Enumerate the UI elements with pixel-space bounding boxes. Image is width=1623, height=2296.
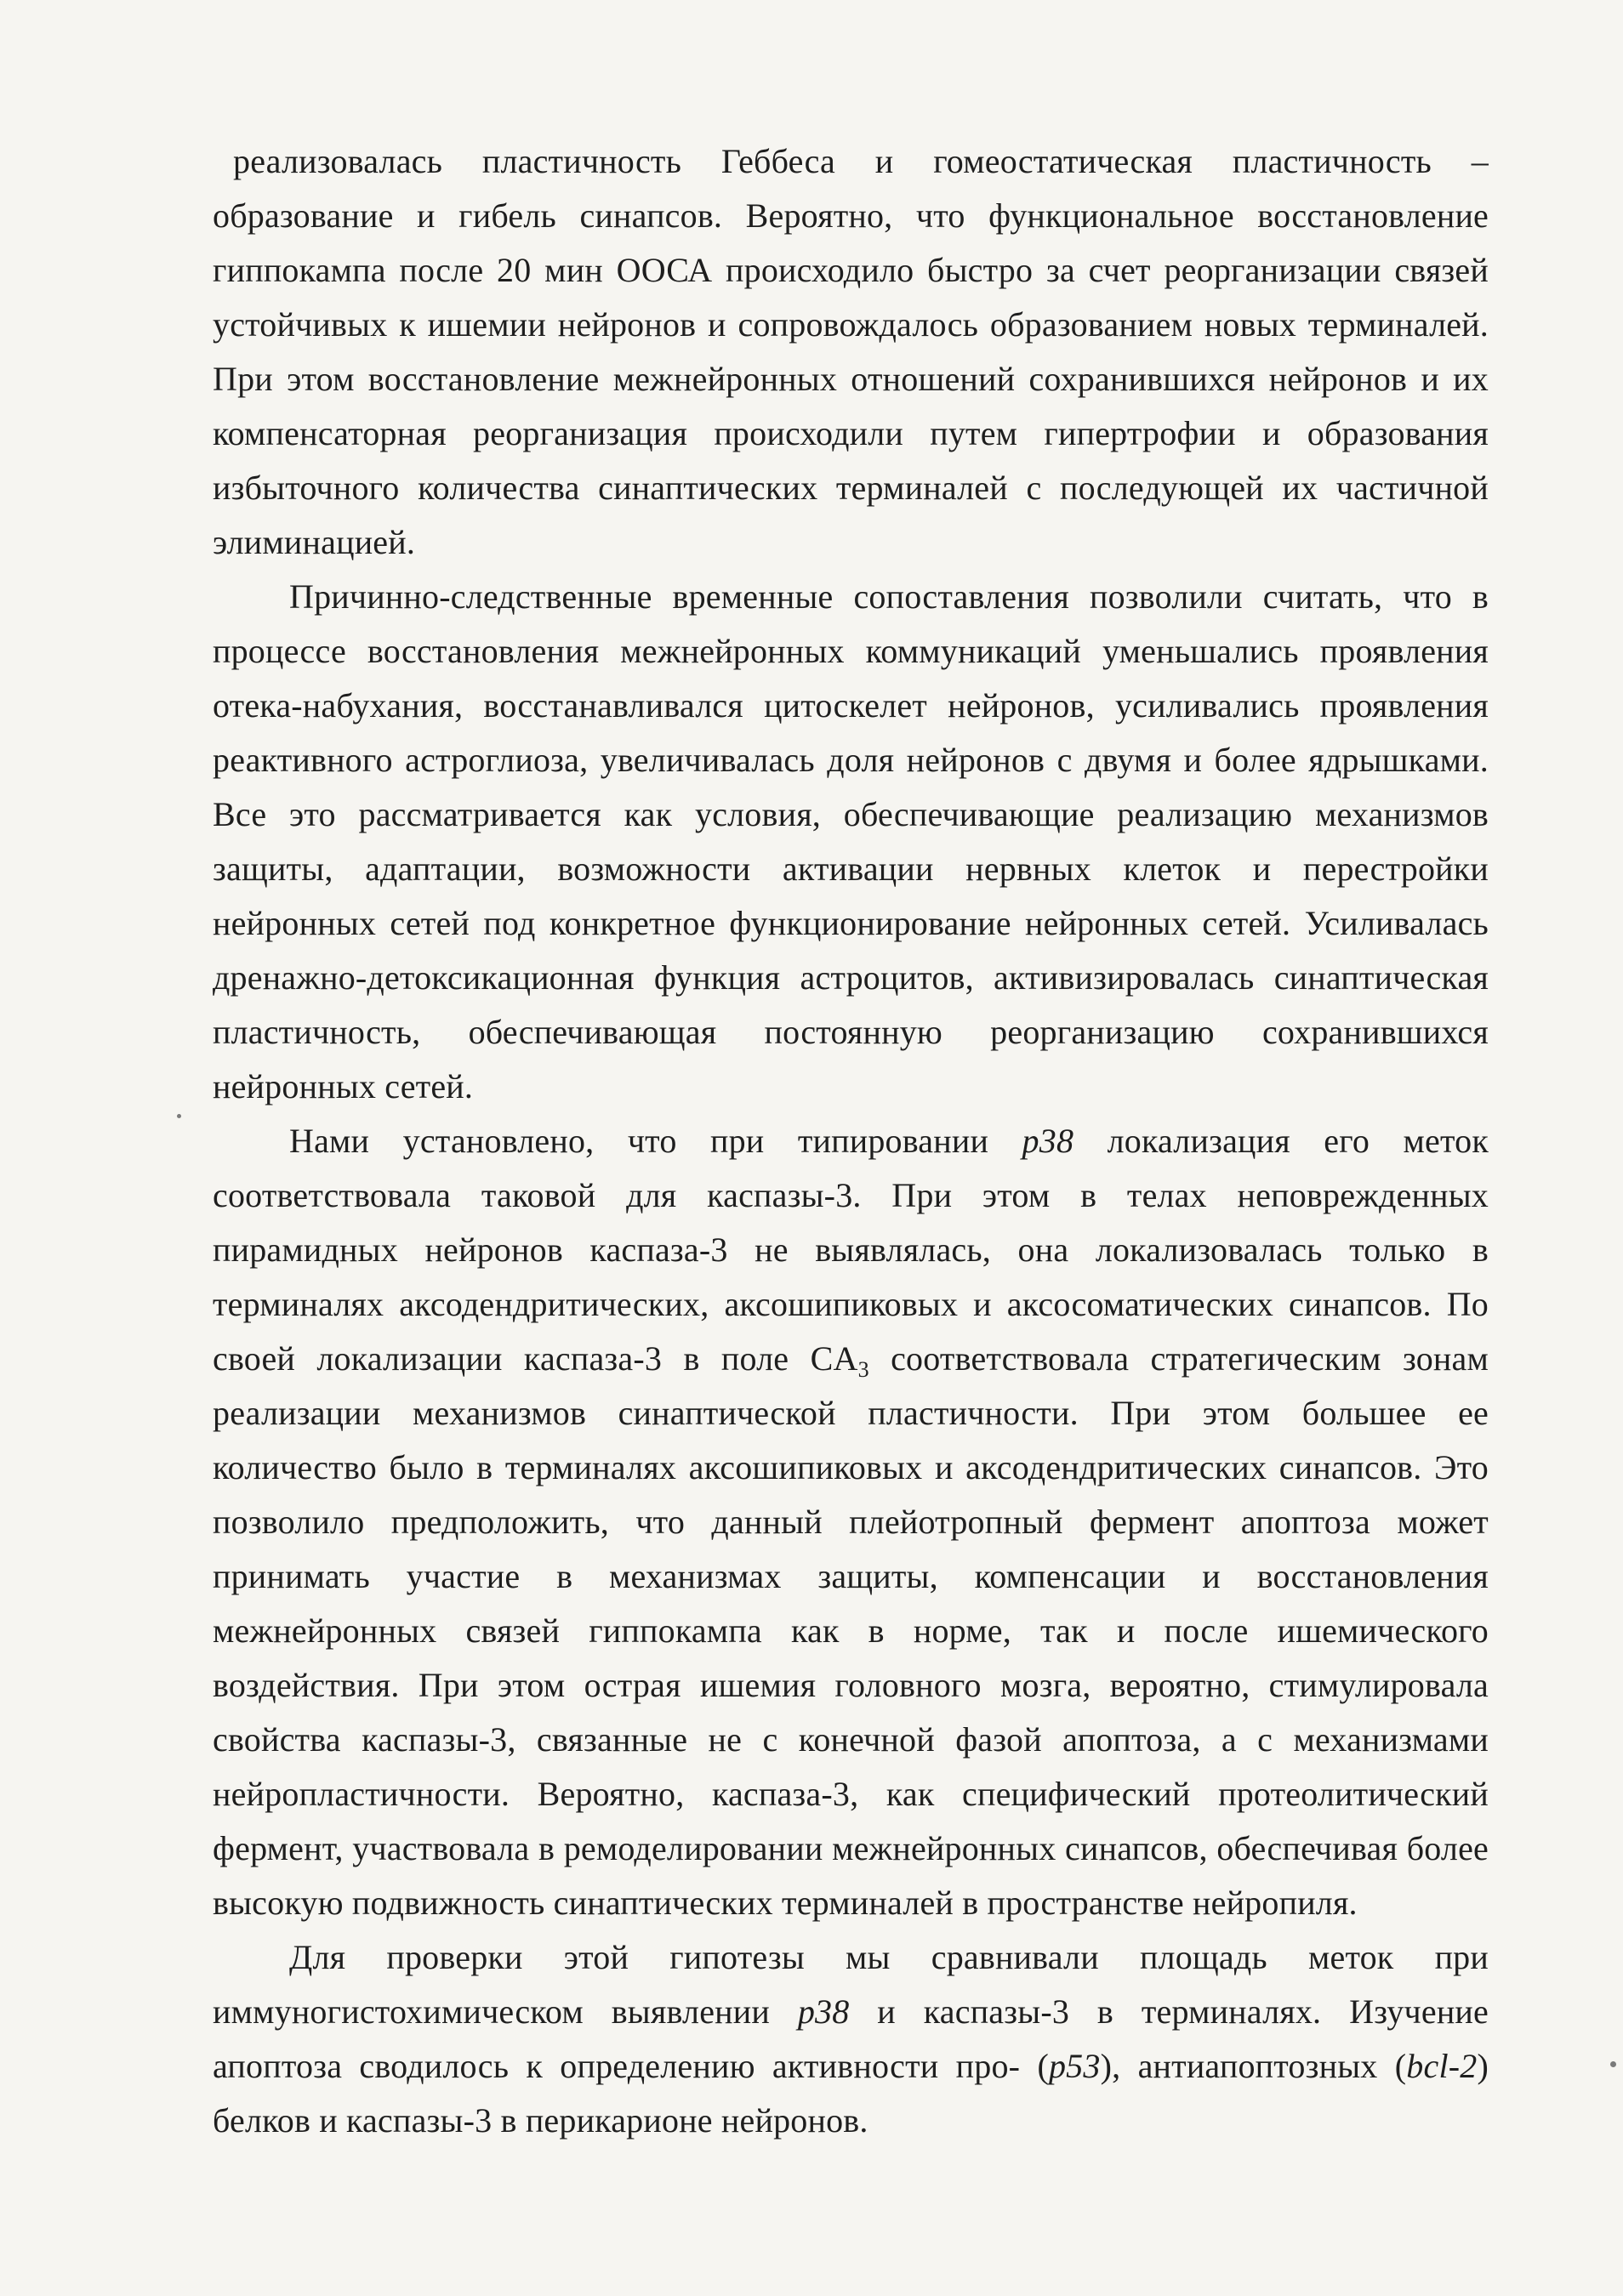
paragraph-4 — [213, 1930, 1489, 2148]
text-run: ) белков и каспазы-3 в перикарионе нейронов. — [213, 2047, 1489, 2140]
text-run: Причинно-следственные временные сопоставления позволили считать, что в процессе восстановления межнейронных коммуникаций уменьшались проявления отека-набухания, восстанавливался цитоскелет нейронов, усиливались проявления реактивного астроглиоза, увеличивалась доля нейронов с двумя и более ядрышками. Все это рассматривается как условия, обеспечивающие реализацию механизмов защиты, адаптации, возможности активации нервных клеток и перестройки нейронных сетей под конкретное функционирование нейронных сетей. Усиливалась дренажно-детоксикационная функция астроцитов, активизировалась синаптическая пластичность, обеспечивающая постоянную реорганизацию сохранившихся нейронных сетей. — [213, 577, 1489, 1105]
paragraph-1 — [213, 134, 1489, 570]
text-run: соответствовала стратегическим зонам реализации механизмов синаптической пластичности. При этом большее ее количество было в терминалях аксошипиковых и аксодендритических синапсов. Это позволило предположить, что данный плейотропный фермент апоптоза может принимать участие в механизмах защиты, компенсации и восстановления межнейронных связей гиппокампа как в норме, так и после ишемического воздействия. При этом острая ишемия головного мозга, вероятно, стимулировала свойства каспазы-3, связанные не с конечной фазой апоптоза, а с механизмами нейропластичности. Вероятно, каспаза-3, как специфический протеолитический фермент, участвовала в ремоделировании межнейронных синапсов, обеспечивая более высокую подвижность синаптических терминалей в пространстве нейропиля. — [213, 1339, 1489, 1922]
text-run: Для проверки этой гипотезы мы сравнивали площадь меток при иммуногистохимическом выявлении — [213, 1938, 1489, 2031]
scan-speck — [177, 1114, 181, 1118]
paragraph-2 — [213, 570, 1489, 1114]
subscript-3: 3 — [857, 1357, 869, 1382]
text-run: Нами установлено, что при типировании — [289, 1122, 1022, 1160]
paragraph-3 — [213, 1114, 1489, 1930]
text-run: реализовалась пластичность Геббеса и гомеостатическая пластичность – образование и гибель синапсов. Вероятно, что функциональное восстановление гиппокампа после 20 мин ООСА происходило быстро за счет реорганизации связей устойчивых к ишемии нейронов и сопровождалось образованием новых терминалей. При этом восстановление межнейронных отношений сохранившихся нейронов и их компенсаторная реорганизация происходили путем гипертрофии и образования избыточного количества синаптических терминалей с последующей их частичной элиминацией. — [213, 142, 1489, 561]
text-run: локализация его меток соответствовала таковой для каспазы-3. При этом в телах неповрежденных пирамидных нейронов каспаза-3 не выявлялась, она локализовалась только в терминалях аксодендритических, аксошипиковых и аксосоматических синапсов. По своей локализации каспаза-3 в поле CA — [213, 1122, 1489, 1378]
gene-name-p53: p53 — [1048, 2047, 1101, 2085]
gene-name-p38: p38 — [797, 1992, 850, 2031]
gene-name-bcl2: bcl-2 — [1406, 2047, 1478, 2085]
body-text — [213, 134, 1489, 2148]
scan-speck — [1610, 2061, 1616, 2067]
text-run: ), антиапоптозных ( — [1100, 2047, 1407, 2085]
text-run: и каспазы-3 в терминалях. Изучение апоптоза сводилось к определению активности про- ( — [213, 1992, 1489, 2085]
gene-name-p38: p38 — [1022, 1122, 1074, 1160]
